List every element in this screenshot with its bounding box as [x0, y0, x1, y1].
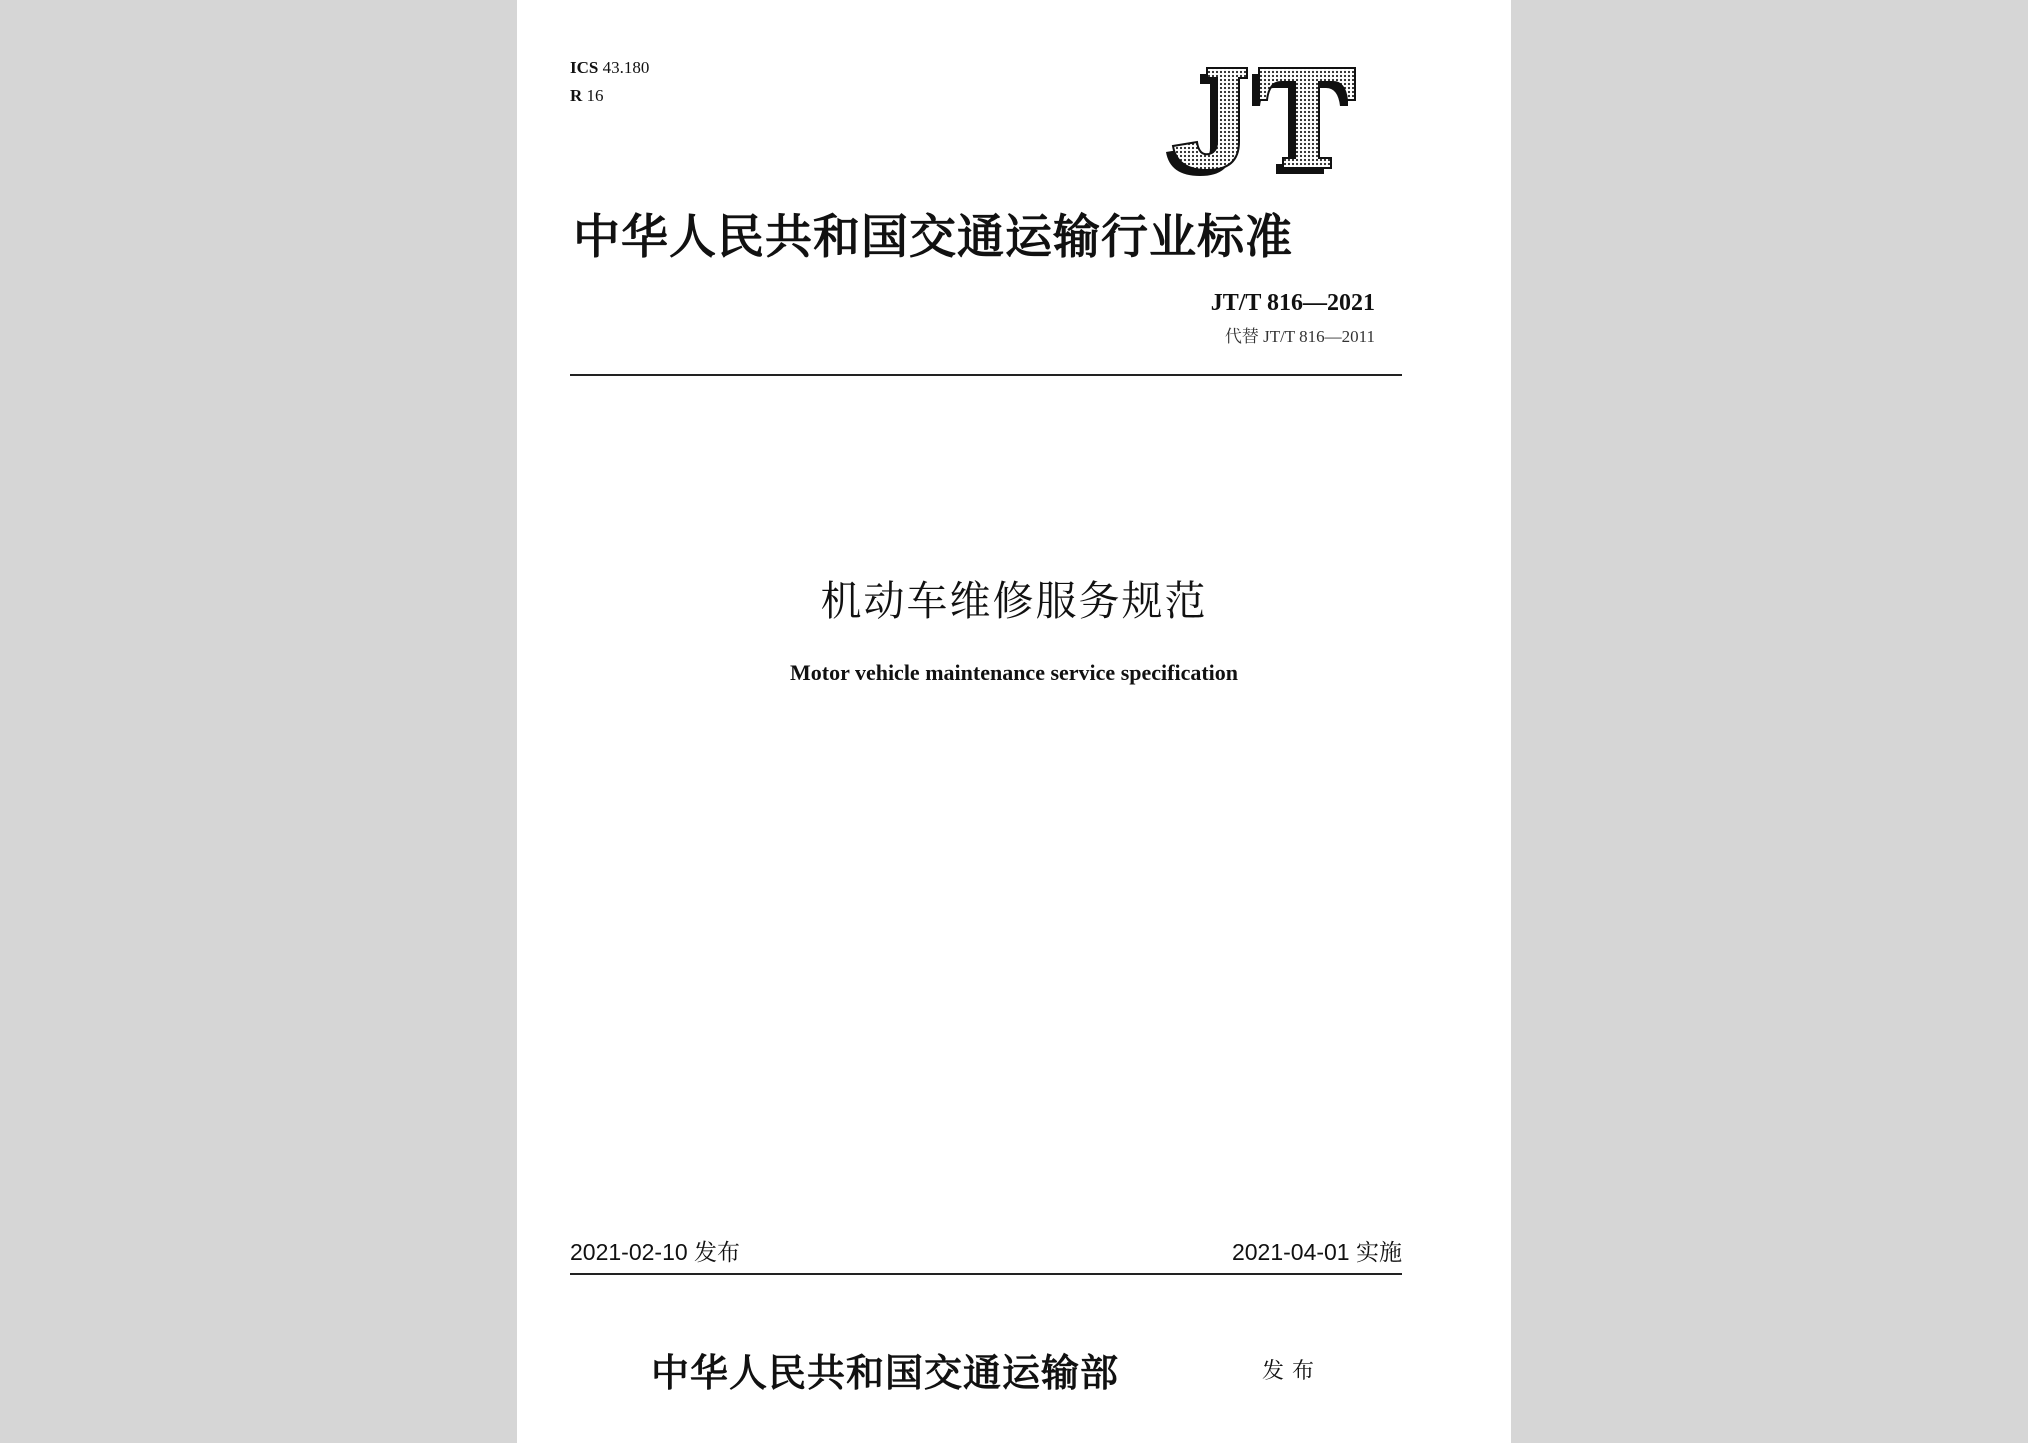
issuing-authority: 中华人民共和国交通运输部: [651, 1350, 1120, 1395]
document-title-cn: 机动车维修服务规范: [820, 577, 1208, 625]
standard-type-title: 中华人民共和国交通运输行业标准: [573, 210, 1293, 265]
ics-code: [570, 54, 649, 82]
jt-logo: [1147, 58, 1363, 176]
ics-value: 43.180: [602, 58, 650, 77]
standard-code: JT/T 816—2021: [1210, 290, 1375, 316]
publish-date: 2021-02-10 发布: [570, 1239, 741, 1265]
classification-codes: [570, 54, 649, 110]
replaces-code: 代替 JT/T 816—2011: [1224, 327, 1375, 346]
implement-date: 2021-04-01 实施: [1231, 1239, 1402, 1265]
issue-label: 发布: [1262, 1359, 1323, 1384]
r-label: R: [570, 86, 583, 105]
document-title-en: Motor vehicle maintenance service specification: [789, 660, 1239, 685]
footer-divider: [570, 1273, 1402, 1275]
document-page: [517, 0, 1511, 1443]
header-divider: [570, 374, 1402, 376]
r-value: 16: [586, 86, 604, 105]
ics-label: ICS: [570, 58, 599, 77]
r-code: [570, 82, 649, 110]
